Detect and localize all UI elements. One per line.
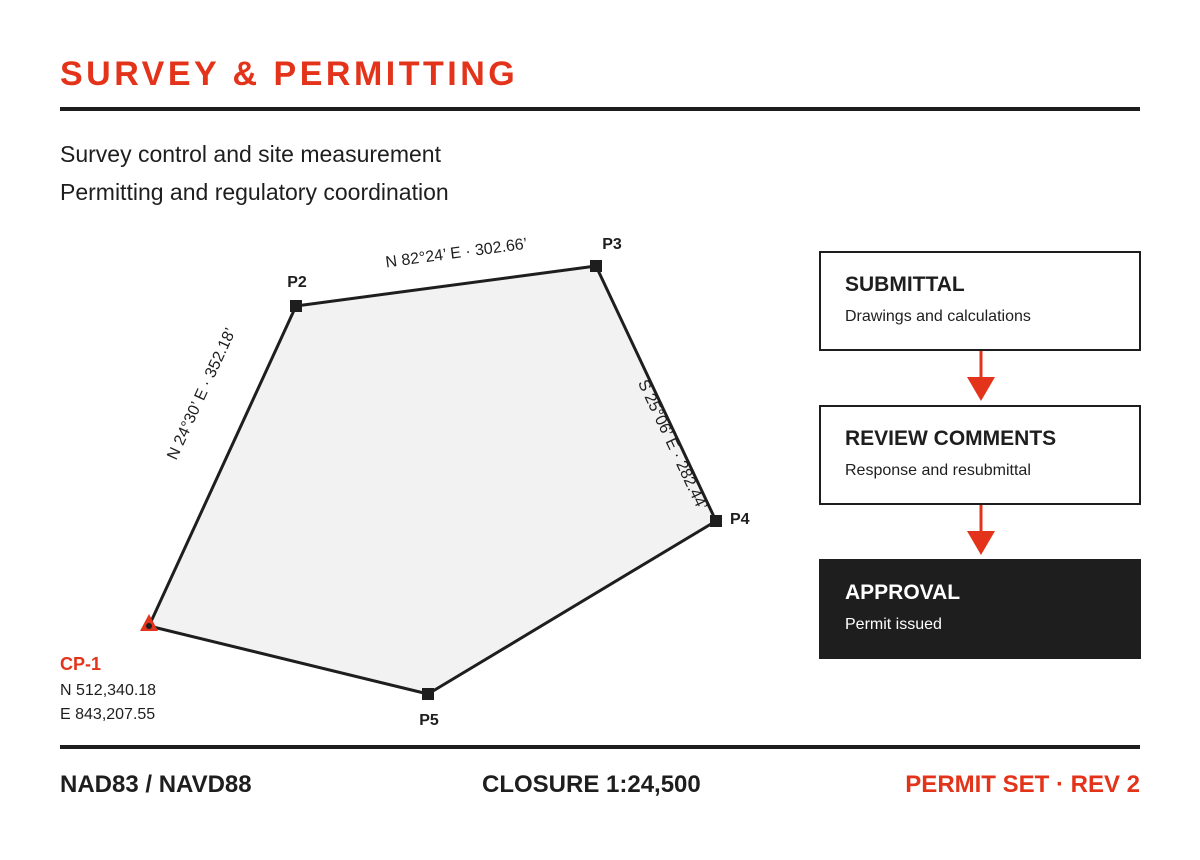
- step-description: Permit issued: [845, 616, 942, 633]
- step-title: REVIEW COMMENTS: [845, 427, 1057, 450]
- page-title: SURVEY & PERMITTING: [60, 55, 519, 93]
- step-description: Drawings and calculations: [845, 308, 1031, 325]
- footer-rule: [60, 745, 1140, 749]
- subtitle-line-1: Survey control and site measurement: [60, 141, 441, 167]
- step-title: APPROVAL: [845, 581, 961, 604]
- point-marker-p3: [590, 260, 602, 272]
- point-label-p5: P5: [419, 712, 439, 729]
- footer-status: PERMIT SET · REV 2: [905, 771, 1140, 798]
- control-point-easting: E 843,207.55: [60, 706, 156, 723]
- bearing-label-p2-p3: N 82°24’ E · 302.66’: [384, 235, 529, 272]
- subtitle-line-2: Permitting and regulatory coordination: [60, 179, 449, 205]
- arrow-down-icon: [966, 505, 996, 557]
- point-label-p4: P4: [730, 511, 750, 528]
- footer-datum: NAD83 / NAVD88: [60, 771, 252, 798]
- step-title: SUBMITTAL: [845, 273, 965, 296]
- point-label-p2: P2: [287, 274, 307, 291]
- arrow-down-icon: [966, 351, 996, 403]
- point-marker-p4: [710, 515, 722, 527]
- process-step-review-comments: [819, 405, 1141, 505]
- control-point-name: CP-1: [60, 654, 102, 674]
- process-step-approval: [819, 559, 1141, 659]
- parcel-boundary: [149, 266, 716, 694]
- control-point-northing: N 512,340.18: [60, 682, 157, 699]
- bearing-label-p3-p4: S 25°06’ E · 282.44’: [634, 377, 710, 513]
- point-label-p3: P3: [602, 236, 622, 253]
- point-marker-p2: [290, 300, 302, 312]
- process-step-submittal: [819, 251, 1141, 351]
- step-description: Response and resubmittal: [845, 462, 1031, 479]
- bearing-label-cp1-p2: N 24°30’ E · 352.18’: [164, 325, 240, 463]
- footer-closure: CLOSURE 1:24,500: [482, 771, 701, 798]
- point-marker-p5: [422, 688, 434, 700]
